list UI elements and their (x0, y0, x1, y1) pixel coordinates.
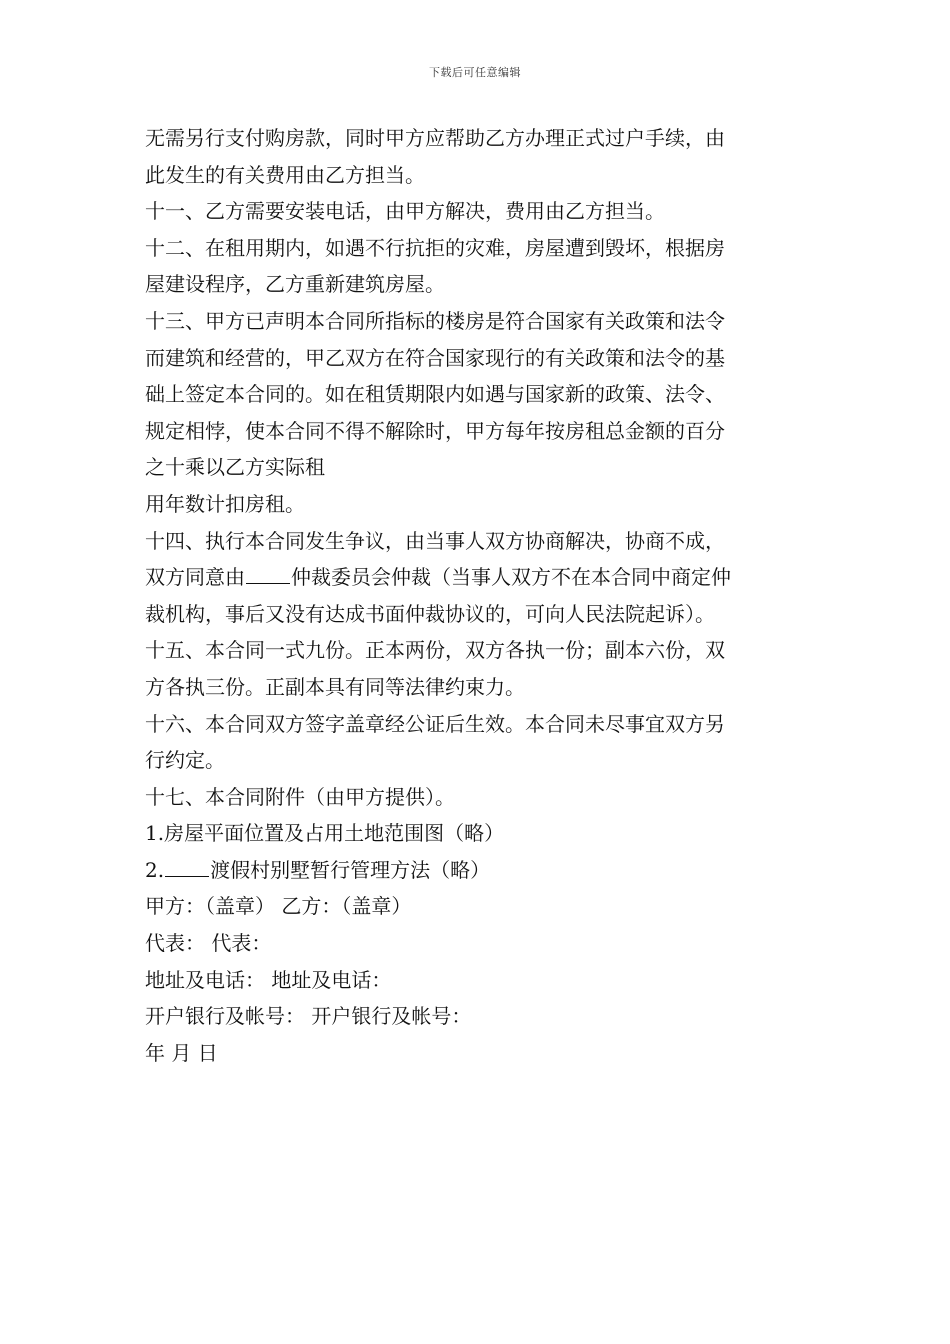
text-line: 无需另行支付购房款，同时甲方应帮助乙方办理正式过户手续，由 (145, 126, 725, 150)
blank-underline (165, 856, 209, 877)
text-line: 此发生的有关费用由乙方担当。 (145, 162, 425, 187)
text-segment: 仲裁委员会仲裁（当事人双方不在本合同中商定仲 (291, 565, 731, 590)
text-line: 规定相悖，使本合同不得不解除时，甲方每年按房租总金额的百分 (145, 418, 725, 443)
clause-15: 十五、本合同一式九份。正本两份，双方各执一份；副本六份，双 (145, 638, 725, 663)
clause-11: 十一、乙方需要安装电话，由甲方解决，费用由乙方担当。 (145, 199, 665, 224)
clause-17: 十七、本合同附件（由甲方提供）。 (145, 784, 455, 809)
text-segment: 渡假村别墅暂行管理方法（略） (210, 857, 491, 882)
text-line: 础上签定本合同的。如在租赁期限内如遇与国家新的政策、法令、 (145, 382, 725, 407)
clause-16: 十六、本合同双方签字盖章经公证后生效。本合同未尽事宜双方另 (145, 711, 725, 736)
attachment-2 (145, 852, 810, 889)
text-line: 屋建设程序，乙方重新建筑房屋。 (145, 272, 445, 297)
clause-14: 十四、执行本合同发生争议，由当事人双方协商解决，协商不成， (145, 528, 725, 553)
text-line: 裁机构，事后又没有达成书面仲裁协议的，可向人民法院起诉）。 (145, 601, 715, 626)
contract-body (145, 120, 810, 1071)
clause-13: 十三、甲方已声明本合同所指标的楼房是符合国家有关政策和法令 (145, 308, 725, 333)
text-line: 之十乘以乙方实际租 (145, 455, 325, 480)
text-line: 方各执三份。正副本具有同等法律约束力。 (145, 674, 525, 699)
text-line (145, 559, 810, 596)
signature-line-bank: 开户银行及帐号： 开户银行及帐号： (145, 1004, 472, 1029)
text-segment: 双方同意由 (145, 565, 245, 590)
page-header: 下载后可任意编辑 (429, 66, 521, 79)
signature-line-address: 地址及电话： 地址及电话： (145, 967, 392, 992)
text-line: 而建筑和经营的，甲乙双方在符合国家现行的有关政策和法令的基 (145, 345, 725, 370)
signature-line-parties: 甲方：（盖章） 乙方：（盖章） (145, 894, 412, 919)
text-line: 行约定。 (145, 748, 225, 773)
attachment-1: 1.房屋平面位置及占用土地范围图（略） (145, 821, 505, 846)
text-segment: 2. (145, 857, 165, 882)
date-line: 年 月 日 (145, 1040, 218, 1065)
blank-underline (246, 563, 290, 584)
text-line: 用年数计扣房租。 (145, 491, 305, 516)
clause-12: 十二、在租用期内，如遇不行抗拒的灾难，房屋遭到毁坏，根据房 (145, 235, 725, 260)
signature-line-representative: 代表： 代表： (145, 931, 272, 956)
